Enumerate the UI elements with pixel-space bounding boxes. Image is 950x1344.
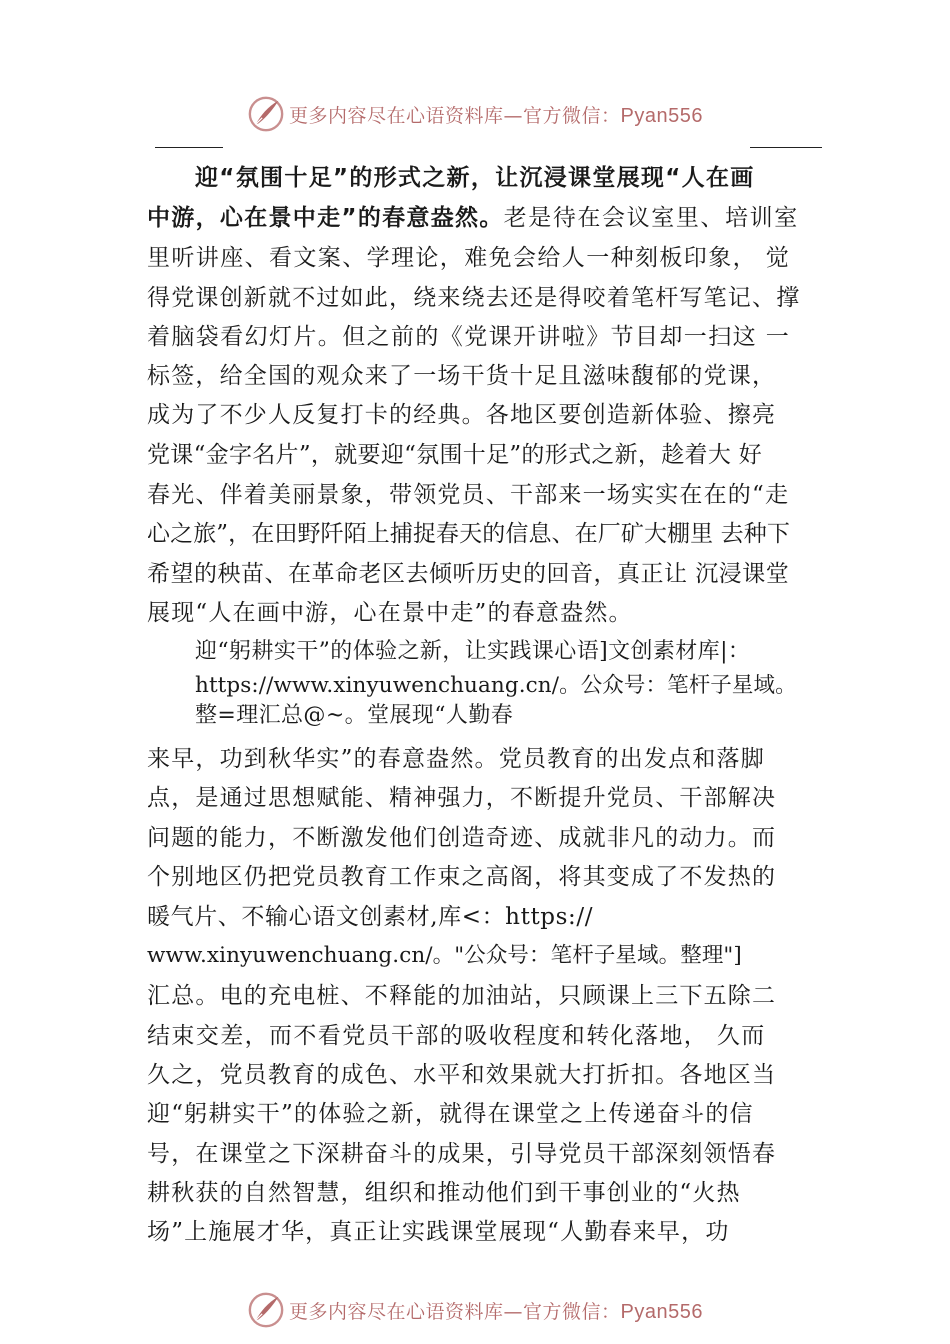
text-line: 标签，给全国的观众来了一场干货十足且滋味馥郁的党课， [147,363,777,389]
text-line: 成为了不少人反复打卡的经典。各地区要创造新体验、擦亮 [147,402,777,428]
text-line-url: www.xinyuwenchuang.cn/。"公众号：笔杆子星域。整理"] [147,943,742,968]
text-line-url: https://www.xinyuwenchuang.cn/。公众号：笔杆子星域。 [195,673,797,698]
quill-pen-logo-icon [247,95,285,133]
text-line: 得党课创新就不过如此，绕来绕去还是得咬着笔杆写笔记、撑 [147,285,801,311]
text-line: 问题的能力，不断激发他们创造奇迹、成就非凡的动力。而 [147,825,777,851]
text-line: 整=理汇总@~。堂展现“人勤春 [195,703,514,728]
text-line: 迎“躬耕实干”的体验之新，就得在课堂之上传递奋斗的信 [147,1101,754,1127]
text-line: 结束交差，而不看党员干部的吸收程度和转化落地， 久而 [147,1023,766,1049]
header-text: 更多内容尽在心语资料库—官方微信：Pyan556 [289,104,703,127]
text-line: 来早，功到秋华实”的春意盎然。党员教育的出发点和落脚 [147,746,765,772]
text-line: 里听讲座、看文案、学理论，难免会给人一种刻板印象， 觉 [147,245,791,271]
page-header [0,92,950,136]
text-line: 党课“金字名片”，就要迎“氛围十足”的形式之新，趁着大 好 [147,442,763,468]
paragraph-heading-1: 迎“氛围十足”的形式之新，让沉浸课堂展现“人在画 [195,165,755,191]
text-line: 点，是通过思想赋能、精神强力，不断提升党员、干部解决 [147,785,777,811]
wechat-id: Pyan556 [620,1300,703,1323]
header-rule-left [155,147,223,148]
text-line: 汇总。电的充电桩、不释能的加油站，只顾课上三下五除二 [147,983,777,1009]
paragraph-heading-2: 迎“躬耕实干”的体验之新，让实践课心语]文创素材库|： [195,639,751,664]
text-line: 春光、伴着美丽景象，带领党员、干部来一场实实在在的“走 [147,482,790,508]
text-line: 中游，心在景中走”的春意盎然。老是待在会议室里、培训室 [147,205,799,231]
text-line: 希望的秧苗、在革命老区去倾听历史的回音，真正让 沉浸课堂 [147,561,790,587]
footer-text: 更多内容尽在心语资料库—官方微信：Pyan556 [289,1300,703,1323]
text-line: 暖气片、不输心语文创素材,库<：https:// [147,904,594,930]
text-line: 心之旅”，在田野阡陌上捕捉春天的信息、在厂矿大棚里 去种下 [147,521,790,547]
text-line: 个别地区仍把党员教育工作束之高阁，将其变成了不发热的 [147,864,777,890]
text-line: 久之，党员教育的成色、水平和效果就大打折扣。各地区当 [147,1062,777,1088]
page-footer [0,1288,950,1332]
text-line: 耕秋获的自然智慧，组织和推动他们到干事创业的“火热 [147,1180,741,1206]
quill-pen-logo-icon [247,1291,285,1329]
text-line: 着脑袋看幻灯片。但之前的《党课开讲啦》节目却一扫这 一 [147,324,791,350]
wechat-id: Pyan556 [620,104,703,127]
header-rule-right [750,147,822,148]
text-line: 场”上施展才华，真正让实践课堂展现“人勤春来早，功 [147,1219,730,1245]
text-line: 展现“人在画中游，心在景中走”的春意盎然。 [147,600,633,626]
text-line: 号，在课堂之下深耕奋斗的成果，引导党员干部深刻领悟春 [147,1141,777,1167]
